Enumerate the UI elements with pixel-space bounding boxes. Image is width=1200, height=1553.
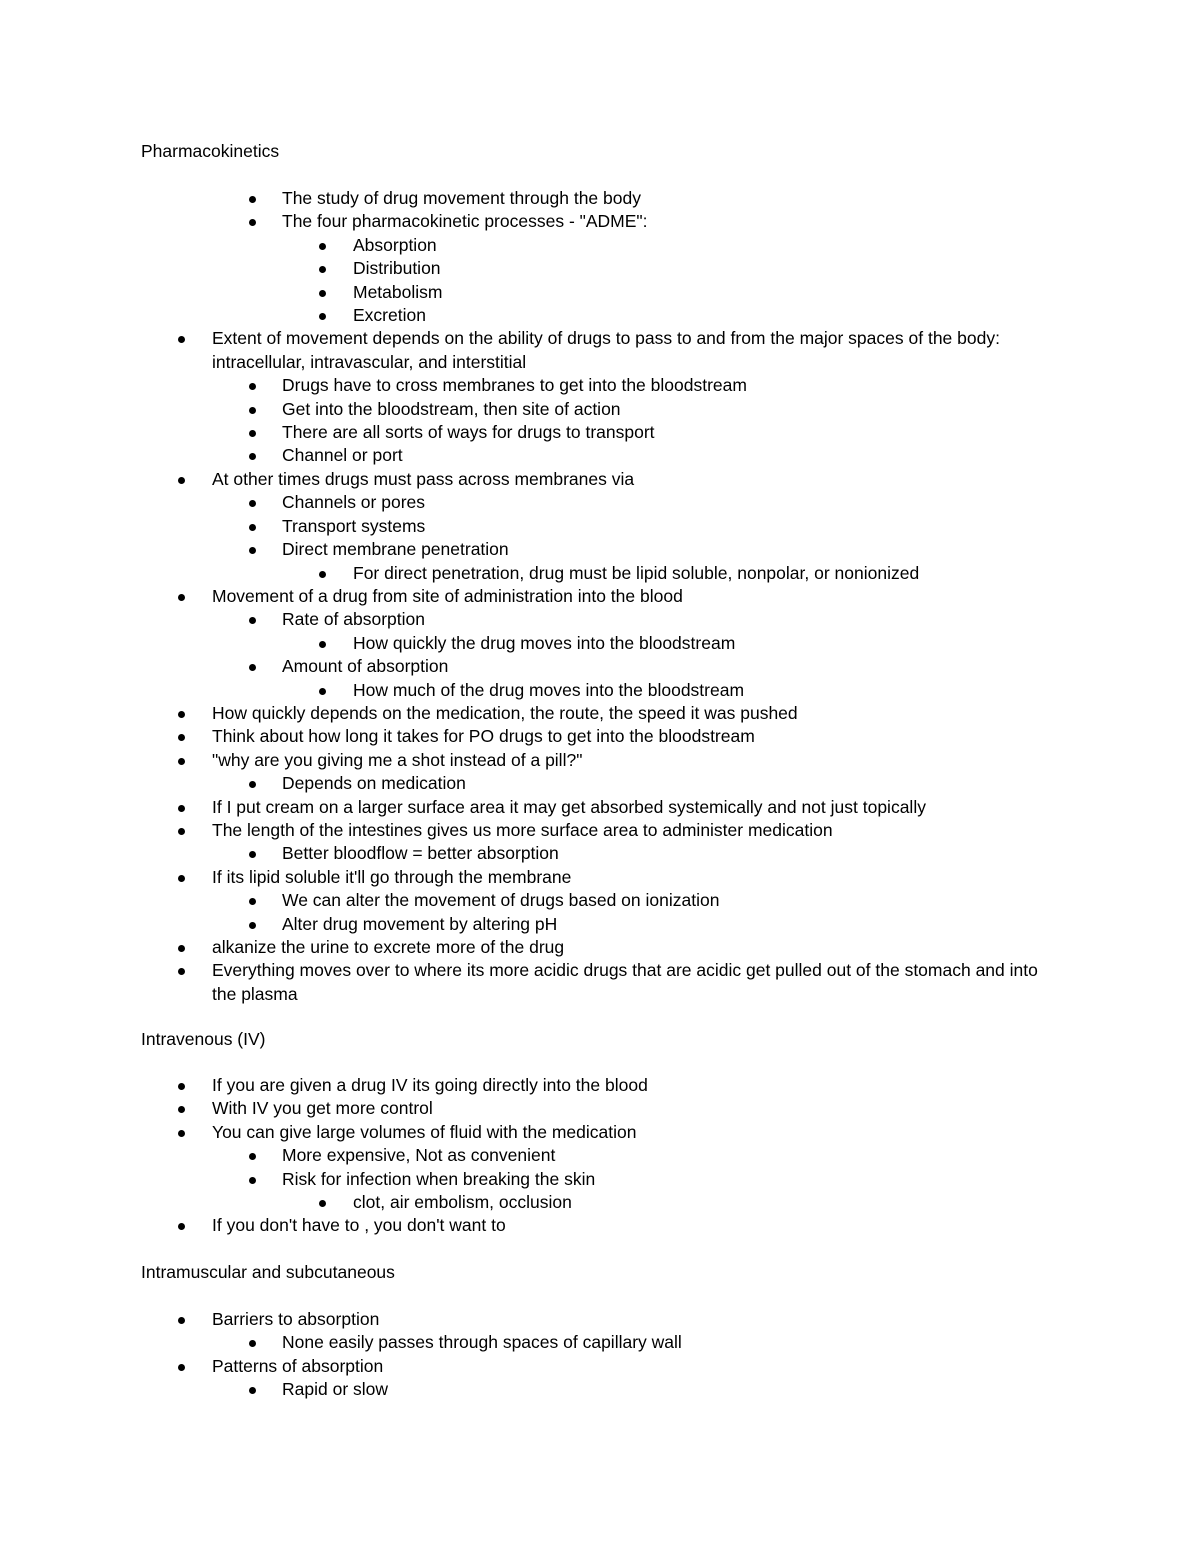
list-item-text: How quickly the drug moves into the bloodstream xyxy=(353,632,736,653)
list-item xyxy=(0,1331,1052,1354)
bullet-dot-icon xyxy=(319,243,326,250)
bullet-dot-icon xyxy=(249,851,256,858)
bullet-dot-icon xyxy=(178,711,185,718)
bullet-dot-icon xyxy=(249,781,256,788)
list-item-text: Barriers to absorption xyxy=(212,1309,380,1329)
list-item xyxy=(0,1074,1052,1097)
bullet-dot-icon xyxy=(178,594,185,601)
list-item xyxy=(0,702,1052,725)
list-item xyxy=(0,468,1052,491)
list-item-text: Better bloodflow = better absorption xyxy=(282,843,559,864)
bullet-dot-icon xyxy=(178,828,185,835)
list-item-text: Alter drug movement by altering pH xyxy=(282,913,558,934)
list-item xyxy=(0,374,1052,397)
bullet-dot-icon xyxy=(249,500,256,507)
list-item xyxy=(0,608,1052,631)
bullet-dot-icon xyxy=(249,383,256,390)
list-item xyxy=(0,515,1052,538)
bullet-dot-icon xyxy=(178,1106,185,1113)
list-item xyxy=(0,562,1053,585)
bullet-dot-icon xyxy=(249,219,256,226)
bullet-dot-icon xyxy=(319,571,326,578)
list-item xyxy=(0,632,1053,655)
list-item xyxy=(0,819,1052,842)
list-item-text: Transport systems xyxy=(282,515,426,536)
list-item-text: The four pharmacokinetic processes - "ADME": xyxy=(282,211,648,232)
list-item xyxy=(0,1097,1052,1120)
list-item xyxy=(0,1191,1053,1214)
list-item-text: Rapid or slow xyxy=(282,1379,389,1400)
list-item-text: If I put cream on a larger surface area it may get absorbed systemically and not just topically xyxy=(212,796,926,817)
list-item xyxy=(0,281,1053,304)
list-item xyxy=(0,444,1052,467)
list-item-text: The length of the intestines gives us more surface area to administer medication xyxy=(212,819,833,840)
list-item xyxy=(0,796,1052,819)
bullet-dot-icon xyxy=(178,336,185,343)
list-item xyxy=(0,538,1052,561)
bullet-dot-icon xyxy=(178,1223,185,1230)
bullet-dot-icon xyxy=(249,196,256,203)
list-item-text: Excretion xyxy=(353,305,426,326)
list-item xyxy=(0,889,1052,912)
bullet-dot-icon xyxy=(249,1340,256,1347)
list-item xyxy=(0,655,1052,678)
list-item xyxy=(0,491,1052,514)
bullet-dot-icon xyxy=(249,664,256,671)
bullet-dot-icon xyxy=(178,477,185,484)
list-item-text: There are all sorts of ways for drugs to transport xyxy=(282,422,655,443)
list-item xyxy=(0,257,1053,280)
list-item-text: We can alter the movement of drugs based on ionization xyxy=(282,890,720,911)
list-item-text: Drugs have to cross membranes to get into the bloodstream xyxy=(282,375,747,396)
list-item-text: Risk for infection when breaking the skin xyxy=(282,1168,596,1189)
list-item xyxy=(0,304,1053,327)
list-item xyxy=(0,210,1052,233)
bullet-dot-icon xyxy=(178,875,185,882)
list-item xyxy=(0,866,1052,889)
bullet-dot-icon xyxy=(178,805,185,812)
bullet-dot-icon xyxy=(319,290,326,297)
list-item-text: For direct penetration, drug must be lipid soluble, nonpolar, or nonionized xyxy=(353,562,920,583)
list-item-text: If you don't have to , you don't want to xyxy=(212,1215,506,1236)
list-item xyxy=(0,749,1052,772)
list-item-text: Depends on medication xyxy=(282,773,466,794)
list-item-text: More expensive, Not as convenient xyxy=(282,1145,556,1166)
list-item-text: Amount of absorption xyxy=(282,656,449,677)
list-item xyxy=(0,1378,1052,1401)
bullet-dot-icon xyxy=(178,758,185,765)
list-item-text: You can give large volumes of fluid with the medication xyxy=(212,1121,637,1142)
list-item xyxy=(0,421,1052,444)
list-item xyxy=(0,1308,1052,1331)
list-item xyxy=(0,398,1052,421)
list-item-text: The study of drug movement through the body xyxy=(282,188,641,208)
list-item-text: At other times drugs must pass across membranes via xyxy=(212,468,635,489)
list-item xyxy=(0,959,1052,1006)
list-item-text: clot, air embolism, occlusion xyxy=(353,1192,572,1213)
list-item-text: Absorption xyxy=(353,234,437,255)
list-item xyxy=(0,679,1053,702)
list-item xyxy=(0,1355,1052,1378)
list-item-text: alkanize the urine to excrete more of the drug xyxy=(212,937,565,957)
bullet-dot-icon xyxy=(319,688,326,695)
section-heading: Intravenous (IV) xyxy=(141,1029,266,1049)
bullet-dot-icon xyxy=(249,617,256,624)
bullet-dot-icon xyxy=(178,1364,185,1371)
list-item-text: Think about how long it takes for PO drugs to get into the bloodstream xyxy=(212,726,755,747)
bullet-dot-icon xyxy=(249,922,256,929)
list-item xyxy=(0,1214,1052,1237)
list-item-text: Movement of a drug from site of administration into the blood xyxy=(212,585,683,606)
bullet-dot-icon xyxy=(319,266,326,273)
list-item-text: Channels or pores xyxy=(282,492,425,513)
list-item-text: Distribution xyxy=(353,258,441,279)
list-item xyxy=(0,842,1052,865)
list-item-text: Metabolism xyxy=(353,281,443,302)
list-item xyxy=(0,187,1052,210)
bullet-dot-icon xyxy=(249,1387,256,1394)
list-item xyxy=(0,772,1052,795)
list-item-text: How much of the drug moves into the bloodstream xyxy=(353,679,745,700)
list-item xyxy=(0,585,1052,608)
bullet-dot-icon xyxy=(249,407,256,414)
bullet-dot-icon xyxy=(178,1317,185,1324)
list-item xyxy=(0,1144,1052,1167)
list-item-text: With IV you get more control xyxy=(212,1098,433,1119)
list-item xyxy=(0,936,1052,959)
bullet-list xyxy=(0,187,1200,1006)
list-item xyxy=(0,1121,1052,1144)
bullet-dot-icon xyxy=(178,968,185,975)
list-item xyxy=(0,234,1053,257)
bullet-dot-icon xyxy=(178,1130,185,1137)
bullet-dot-icon xyxy=(249,524,256,531)
section-heading: Pharmacokinetics xyxy=(141,141,280,161)
bullet-dot-icon xyxy=(319,313,326,320)
list-item-text: Get into the bloodstream, then site of action xyxy=(282,398,621,419)
list-item-text: Direct membrane penetration xyxy=(282,539,509,560)
bullet-dot-icon xyxy=(249,1153,256,1160)
list-item-text: Patterns of absorption xyxy=(212,1355,384,1376)
bullet-dot-icon xyxy=(178,734,185,741)
bullet-dot-icon xyxy=(249,1177,256,1184)
bullet-dot-icon xyxy=(249,898,256,905)
list-item-text: Everything moves over to where its more acidic drugs that are acidic get pulled out of the stomach and into the plasma xyxy=(212,960,1038,1004)
list-item xyxy=(0,725,1052,748)
list-item-text: Extent of movement depends on the ability of drugs to pass to and from the major spaces of the body: intracellular, intravascular, and interstitial xyxy=(212,328,1000,372)
bullet-dot-icon xyxy=(319,641,326,648)
bullet-dot-icon xyxy=(249,430,256,437)
list-item xyxy=(0,327,1052,374)
list-item-text: How quickly depends on the medication, the route, the speed it was pushed xyxy=(212,702,798,723)
bullet-dot-icon xyxy=(178,945,185,952)
bullet-list xyxy=(0,1308,1200,1402)
list-item-text: "why are you giving me a shot instead of a pill?" xyxy=(212,749,583,770)
bullet-dot-icon xyxy=(178,1083,185,1090)
bullet-dot-icon xyxy=(319,1200,326,1207)
list-item xyxy=(0,1168,1052,1191)
bullet-dot-icon xyxy=(249,547,256,554)
list-item xyxy=(0,913,1052,936)
list-item-text: Channel or port xyxy=(282,445,403,466)
list-item-text: Rate of absorption xyxy=(282,609,426,630)
list-item-text: If you are given a drug IV its going directly into the blood xyxy=(212,1075,648,1095)
section-heading: Intramuscular and subcutaneous xyxy=(141,1262,395,1282)
bullet-dot-icon xyxy=(249,453,256,460)
bullet-list xyxy=(0,1074,1200,1238)
list-item-text: If its lipid soluble it'll go through the membrane xyxy=(212,866,572,887)
list-item-text: None easily passes through spaces of capillary wall xyxy=(282,1332,682,1353)
